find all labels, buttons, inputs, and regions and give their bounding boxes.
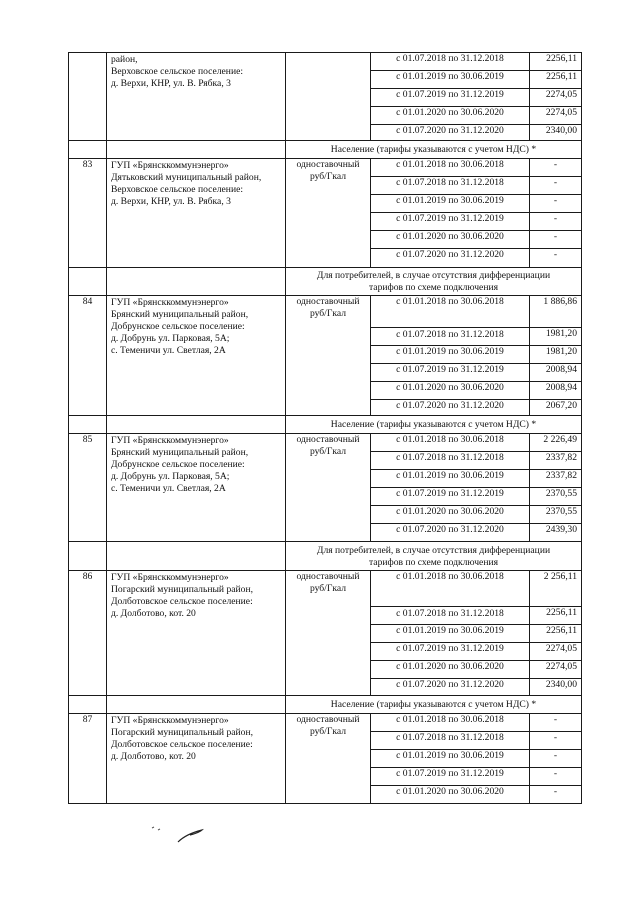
price-cell: - [529, 767, 582, 786]
row-number: 86 [68, 570, 107, 696]
num-cell-empty [68, 52, 107, 141]
rate-cell: одноставочный руб/Гкал [285, 295, 371, 416]
price-cell: - [529, 212, 582, 231]
period-cell: с 01.01.2020 по 30.06.2020 [370, 660, 530, 679]
header-spacer [106, 415, 286, 434]
period-cell: с 01.07.2020 по 31.12.2020 [370, 399, 530, 416]
period-cell: с 01.01.2019 по 30.06.2019 [370, 70, 530, 89]
price-cell: 1981,20 [529, 327, 582, 346]
price-cell: 2370,55 [529, 505, 582, 524]
price-cell: 2 256,11 [529, 570, 582, 607]
period-cell: с 01.07.2020 по 31.12.2020 [370, 124, 530, 141]
period-cell: с 01.07.2018 по 31.12.2018 [370, 606, 530, 625]
price-cell: 2370,55 [529, 487, 582, 506]
section-header-no-differentiation: Для потребителей, в случае отсутствия дифференциации тарифов по схеме подключения [285, 541, 582, 571]
org-address-cell: ГУП «Брянсккоммунэнерго» Дятьковский муниципальный район, Верховское сельское поселение: д. Верхи, КНР, ул. В. Рябка, 3 [106, 158, 286, 268]
period-cell: с 01.01.2020 по 30.06.2020 [370, 381, 530, 400]
period-cell: с 01.01.2018 по 30.06.2018 [370, 295, 530, 328]
price-cell: - [529, 713, 582, 732]
price-cell: 2256,11 [529, 70, 582, 89]
row-number: 84 [68, 295, 107, 416]
price-cell: 2274,05 [529, 88, 582, 107]
period-cell: с 01.01.2018 по 30.06.2018 [370, 433, 530, 452]
section-header-population: Население (тарифы указываются с учетом НДС) * [285, 140, 582, 159]
row-number: 83 [68, 158, 107, 268]
period-cell: с 01.07.2018 по 31.12.2018 [370, 731, 530, 750]
price-cell: 1981,20 [529, 345, 582, 364]
period-cell: с 01.01.2019 по 30.06.2019 [370, 194, 530, 213]
period-cell: с 01.01.2020 по 30.06.2020 [370, 505, 530, 524]
rate-cell-empty [285, 52, 371, 141]
rate-cell: одноставочный руб/Гкал [285, 570, 371, 696]
header-spacer [68, 415, 107, 434]
header-spacer [106, 541, 286, 571]
period-cell: с 01.01.2018 по 30.06.2018 [370, 158, 530, 177]
period-cell: с 01.07.2020 по 31.12.2020 [370, 678, 530, 696]
org-address-cell: ГУП «Брянсккоммунэнерго» Брянский муниципальный район, Добрунское сельское поселение: д. Добрунь ул. Парковая, 5А; с. Теменичи ул. Светлая, 2А [106, 433, 286, 542]
price-cell: 2274,05 [529, 106, 582, 125]
period-cell: с 01.07.2018 по 31.12.2018 [370, 451, 530, 470]
price-cell: - [529, 731, 582, 750]
price-cell: 2274,05 [529, 660, 582, 679]
rate-cell: одноставочный руб/Гкал [285, 433, 371, 542]
rate-cell: одноставочный руб/Гкал [285, 713, 371, 804]
price-cell: 2337,82 [529, 469, 582, 488]
period-cell: с 01.07.2018 по 31.12.2018 [370, 52, 530, 71]
org-address-cell: район, Верховское сельское поселение: д. Верхи, КНР, ул. В. Рябка, 3 [106, 52, 286, 141]
price-cell: 2274,05 [529, 642, 582, 661]
org-address-cell: ГУП «Брянсккоммунэнерго» Погарский муниципальный район, Долботовское сельское поселение: д. Долботово, кот. 20 [106, 570, 286, 696]
price-cell: 2256,11 [529, 52, 582, 71]
header-spacer [106, 695, 286, 714]
period-cell: с 01.07.2019 по 31.12.2019 [370, 767, 530, 786]
period-cell: с 01.07.2018 по 31.12.2018 [370, 327, 530, 346]
header-spacer [68, 267, 107, 296]
header-spacer [106, 267, 286, 296]
price-cell: - [529, 248, 582, 268]
period-cell: с 01.01.2019 по 30.06.2019 [370, 469, 530, 488]
section-header-no-differentiation: Для потребителей, в случае отсутствия дифференциации тарифов по схеме подключения [285, 267, 582, 296]
price-cell: 2439,30 [529, 523, 582, 542]
period-cell: с 01.01.2020 по 30.06.2020 [370, 106, 530, 125]
rate-cell: одноставочный руб/Гкал [285, 158, 371, 268]
section-header-population: Население (тарифы указываются с учетом НДС) * [285, 695, 582, 714]
org-address-cell: ГУП «Брянсккоммунэнерго» Брянский муниципальный район, Добрунское сельское поселение: д. Добрунь ул. Парковая, 5А; с. Теменичи ул. Светлая, 2А [106, 295, 286, 416]
price-cell: 2256,11 [529, 624, 582, 643]
price-cell: 2256,11 [529, 606, 582, 625]
row-number: 87 [68, 713, 107, 804]
price-cell: 2340,00 [529, 678, 582, 696]
price-cell: 2067,20 [529, 399, 582, 416]
price-cell: 2340,00 [529, 124, 582, 141]
period-cell: с 01.07.2019 по 31.12.2019 [370, 487, 530, 506]
header-spacer [68, 140, 107, 159]
period-cell: с 01.01.2019 по 30.06.2019 [370, 624, 530, 643]
period-cell: с 01.07.2020 по 31.12.2020 [370, 523, 530, 542]
pen-scribble-mark [150, 818, 220, 848]
price-cell: - [529, 785, 582, 804]
period-cell: с 01.01.2018 по 30.06.2018 [370, 713, 530, 732]
period-cell: с 01.01.2020 по 30.06.2020 [370, 785, 530, 804]
period-cell: с 01.01.2020 по 30.06.2020 [370, 230, 530, 249]
period-cell: с 01.01.2019 по 30.06.2019 [370, 749, 530, 768]
row-number: 85 [68, 433, 107, 542]
price-cell: 2008,94 [529, 381, 582, 400]
price-cell: - [529, 194, 582, 213]
header-spacer [68, 695, 107, 714]
price-cell: - [529, 749, 582, 768]
header-spacer [106, 140, 286, 159]
price-cell: 2 226,49 [529, 433, 582, 452]
period-cell: с 01.07.2019 по 31.12.2019 [370, 363, 530, 382]
section-header-population: Население (тарифы указываются с учетом НДС) * [285, 415, 582, 434]
price-cell: - [529, 158, 582, 177]
period-cell: с 01.07.2020 по 31.12.2020 [370, 248, 530, 268]
price-cell: 2337,82 [529, 451, 582, 470]
period-cell: с 01.07.2018 по 31.12.2018 [370, 176, 530, 195]
period-cell: с 01.07.2019 по 31.12.2019 [370, 212, 530, 231]
period-cell: с 01.01.2019 по 30.06.2019 [370, 345, 530, 364]
price-cell: 2008,94 [529, 363, 582, 382]
price-cell: - [529, 176, 582, 195]
period-cell: с 01.01.2018 по 30.06.2018 [370, 570, 530, 607]
period-cell: с 01.07.2019 по 31.12.2019 [370, 642, 530, 661]
header-spacer [68, 541, 107, 571]
price-cell: - [529, 230, 582, 249]
org-address-cell: ГУП «Брянсккоммунэнерго» Погарский муниципальный район, Долботовское сельское поселение: д. Долботово, кот. 20 [106, 713, 286, 804]
price-cell: 1 886,86 [529, 295, 582, 328]
period-cell: с 01.07.2019 по 31.12.2019 [370, 88, 530, 107]
